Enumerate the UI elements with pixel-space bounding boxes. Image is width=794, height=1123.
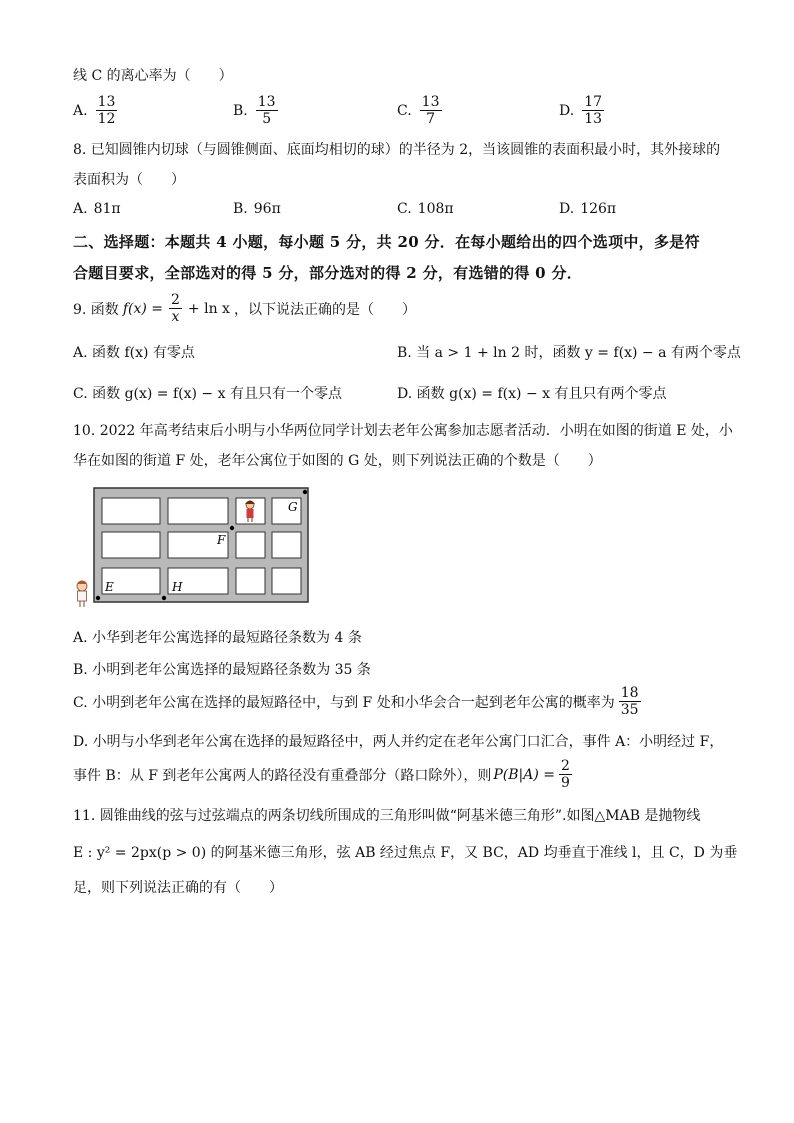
q11-stem-line3: 足，则下列说法正确的有（ ） (73, 880, 283, 896)
option-text: C. 小明到老年公寓在选择的最短路径中，与到 F 处和小华会合一起到老年公寓的概率为 (73, 694, 615, 711)
q11-stem-line2: E : y² = 2px(p > 0) 的阿基米德三角形，弦 AB 经过焦点 F，又 BC，AD 均垂直于准线 l，且 C，D 为垂 (73, 845, 738, 861)
q9-option-c[interactable]: C. 函数 g(x) = f(x) − x 有且只有一个零点 (73, 386, 342, 402)
q11-stem-line1: 11. 圆锥曲线的弦与过弦端点的两条切线所围成的三角形叫做“阿基米德三角形”.如图△MAB 是抛物线 (73, 808, 701, 824)
option-fraction (559, 758, 572, 791)
q10-option-d-line1[interactable]: D. 小明与小华到老年公寓在选择的最短路径中，两人并约定在老年公寓门口汇合，事件 A：小明经过 F， (73, 734, 724, 750)
q10-option-d-line2[interactable] (73, 758, 574, 791)
q8-option-d[interactable] (559, 201, 616, 217)
point-g-label: G (288, 500, 298, 514)
option-text: 126π (580, 201, 617, 217)
q7-option-b[interactable] (233, 94, 280, 127)
option-text: 108π (417, 201, 454, 217)
numerator: 2 (171, 292, 180, 308)
option-label: D. (559, 201, 575, 217)
option-text: 事件 B：从 F 到老年公寓两人的路径没有重叠部分（路口除外），则 (73, 767, 492, 784)
option-text: 81π (93, 201, 121, 217)
street-grid-diagram (74, 480, 314, 612)
point-e-label: E (105, 580, 114, 594)
q9-rest: + ln x (187, 300, 230, 317)
denominator: 35 (620, 702, 639, 718)
block (168, 498, 228, 524)
point-e-dot (96, 596, 100, 600)
q9-suffix: ，以下说法正确的是（ ） (233, 301, 416, 318)
q8-option-a[interactable] (73, 201, 121, 217)
q7-option-d[interactable] (559, 94, 606, 127)
numerator: 17 (584, 94, 603, 110)
q9-option-d[interactable]: D. 函数 g(x) = f(x) − x 有且只有两个零点 (397, 386, 667, 402)
section2-heading-line1: 二、选择题：本题共 4 小题，每小题 5 分，共 20 分．在每小题给出的四个选项中，多是符 (73, 233, 700, 251)
numerator: 13 (257, 94, 276, 110)
q9-stem (73, 292, 416, 325)
q10-stem-line1: 10. 2022 年高考结束后小明与小华两位同学计划去老年公寓参加志愿者活动．小明在如图的街道 E 处，小 (73, 423, 733, 439)
q10-stem-line2: 华在如图的街道 F 处，老年公寓位于如图的 G 处，则下列说法正确的个数是（ ） (73, 453, 602, 469)
q8-option-b[interactable] (233, 201, 281, 217)
option-label: A. (73, 102, 88, 119)
point-f-dot (230, 526, 234, 530)
q10-option-b[interactable]: B. 小明到老年公寓选择的最短路径条数为 35 条 (73, 662, 371, 678)
section2-heading-line2: 合题目要求，全部选对的得 5 分，部分选对的得 2 分，有选错的得 0 分． (73, 264, 583, 282)
option-text: 96π (253, 201, 281, 217)
point-f-label: F (217, 533, 226, 547)
point-g-dot (303, 490, 307, 494)
option-label: B. (233, 102, 248, 119)
denominator: 12 (97, 111, 116, 127)
numerator: 13 (421, 94, 440, 110)
point-h-dot (162, 596, 166, 600)
q7-tail: 线 C 的离心率为（ ） (73, 68, 233, 84)
q9-fraction (169, 292, 182, 325)
block (272, 532, 301, 558)
probability-expression: P(B|A) = (493, 766, 555, 783)
block (236, 532, 265, 558)
option-label: C. (397, 102, 412, 119)
option-label: D. (559, 102, 575, 119)
option-label: B. (233, 201, 248, 217)
block (272, 568, 301, 594)
q8-stem-line1: 8. 已知圆锥内切球（与圆锥侧面、底面均相切的球）的半径为 2，当该圆锥的表面积最小时，其外接球的 (73, 142, 721, 158)
option-fraction (582, 94, 604, 127)
option-fraction (420, 94, 442, 127)
denominator: 5 (262, 111, 272, 127)
numerator: 13 (97, 94, 116, 110)
q9-option-a[interactable]: A. 函数 f(x) 有零点 (73, 345, 195, 361)
block (102, 498, 160, 524)
denominator: 9 (561, 775, 570, 791)
denominator: x (171, 309, 180, 325)
q7-option-c[interactable] (397, 94, 444, 127)
option-fraction (619, 685, 641, 718)
numerator: 18 (620, 685, 639, 701)
option-fraction (96, 94, 118, 127)
q9-function: f(x) = (122, 300, 163, 317)
q10-option-a[interactable]: A. 小华到老年公寓选择的最短路径条数为 4 条 (73, 630, 362, 646)
point-h-label: H (172, 580, 183, 594)
block (102, 532, 160, 558)
numerator: 2 (561, 758, 570, 774)
option-label: A. (73, 201, 88, 217)
q10-option-c[interactable] (73, 685, 643, 718)
denominator: 7 (426, 111, 436, 127)
option-label: C. (397, 201, 412, 217)
q8-stem-line2: 表面积为（ ） (73, 172, 185, 188)
q7-option-a[interactable] (73, 94, 119, 127)
boy-figure-icon (77, 581, 87, 608)
denominator: 13 (584, 111, 603, 127)
block (236, 568, 265, 594)
q9-option-b[interactable]: B. 当 a > 1 + ln 2 时，函数 y = f(x) − a 有两个零点 (397, 345, 741, 361)
option-fraction (256, 94, 278, 127)
q8-option-c[interactable] (397, 201, 454, 217)
q9-prefix: 9. 函数 (73, 301, 119, 318)
